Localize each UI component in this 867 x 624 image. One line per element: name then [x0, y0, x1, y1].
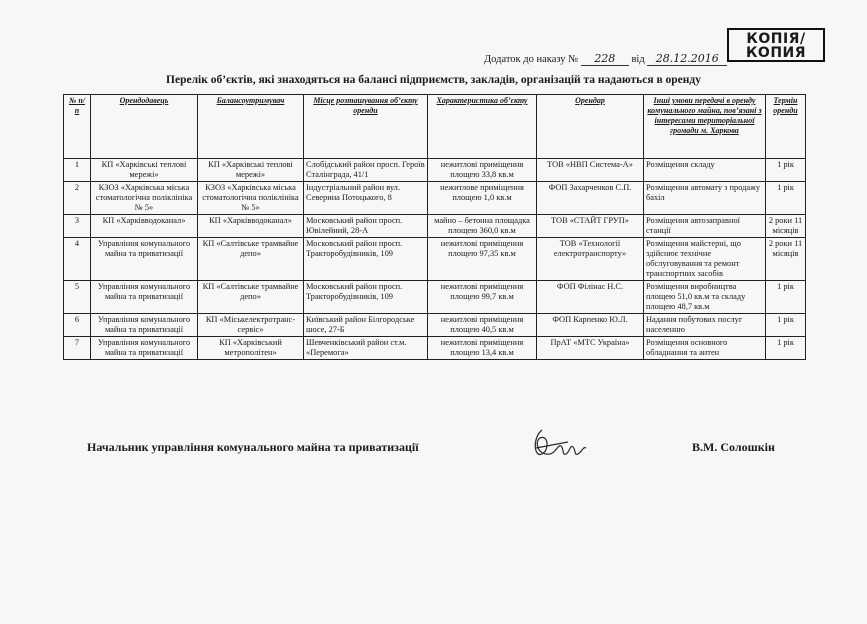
table-cell-holder: КП «Міськелектротранс-сервіс» [198, 314, 304, 337]
table-cell-holder: КП «Харківські теплові мережі» [198, 159, 304, 182]
annex-prefix: Додаток до наказу № [484, 54, 579, 65]
table-cell-n: 6 [64, 314, 91, 337]
table-header-cell: Балансоутримувач [198, 95, 304, 159]
table-header-cell: Характеристика об’єкту [428, 95, 537, 159]
table-cell-location: Московський район просп. Тракторобудівників, 109 [304, 238, 428, 281]
table-cell-feature: нежитлові приміщення площею 13,4 кв.м [428, 337, 537, 360]
table-cell-feature: нежитлове приміщення площею 1,0 кв.м [428, 182, 537, 215]
table-cell-terms: Надання побутових послуг населенню [644, 314, 766, 337]
table-row [64, 182, 806, 215]
order-date: 28.12.2016 [647, 52, 727, 66]
copy-stamp [727, 28, 825, 62]
table-cell-tenant: ФОП Карпенко Ю.Л. [537, 314, 644, 337]
table-cell-feature: нежитлові приміщення площею 40,5 кв.м [428, 314, 537, 337]
signatory-position: Начальник управління комунального майна та приватизації [87, 440, 419, 454]
table-header-cell: Орендар [537, 95, 644, 159]
table-header-row [64, 95, 806, 159]
table-cell-terms: Розміщення автомату з продажу бахіл [644, 182, 766, 215]
table-cell-lessor: Управління комунального майна та приватизації [91, 337, 198, 360]
stamp-line-1: КОПІЯ/ [746, 31, 806, 47]
table-cell-period: 1 рік [766, 314, 806, 337]
table-cell-tenant: ПрАТ «МТС Україна» [537, 337, 644, 360]
table-cell-holder: КП «Харківводоканал» [198, 215, 304, 238]
table-cell-location: Індустріальний район вул. Северина Потоцького, 8 [304, 182, 428, 215]
table-cell-n: 1 [64, 159, 91, 182]
table-row [64, 215, 806, 238]
table-cell-period: 1 рік [766, 337, 806, 360]
order-number: 228 [581, 52, 629, 66]
table-cell-lessor: Управління комунального майна та приватизації [91, 238, 198, 281]
signatory-name: В.М. Солошкін [692, 440, 775, 454]
table-cell-location: Слобідський район просп. Героїв Сталінграда, 41/1 [304, 159, 428, 182]
table-cell-lessor: КП «Харківводоканал» [91, 215, 198, 238]
table-cell-holder: КП «Харківський метрополітен» [198, 337, 304, 360]
table-cell-n: 4 [64, 238, 91, 281]
table-cell-location: Московський район просп. Ювілейний, 28-А [304, 215, 428, 238]
table-cell-lessor: КЗОЗ «Харківська міська стоматологічна поліклініка № 5» [91, 182, 198, 215]
table-cell-n: 5 [64, 281, 91, 314]
table-cell-period: 2 роки 11 місяців [766, 215, 806, 238]
table-cell-terms: Розміщення майстерні, що здійснює технічне обслуговування та ремонт транспортних засобів [644, 238, 766, 281]
table-cell-lessor: КП «Харківські теплові мережі» [91, 159, 198, 182]
table-cell-holder: КП «Салтівське трамвайне депо» [198, 281, 304, 314]
stamp-line-2: КОПИЯ [745, 45, 807, 61]
table-cell-holder: КЗОЗ «Харківська міська стоматологічна поліклініка № 5» [198, 182, 304, 215]
objects-table [63, 94, 806, 360]
table-cell-n: 2 [64, 182, 91, 215]
table-row [64, 337, 806, 360]
table-cell-terms: Розміщення складу [644, 159, 766, 182]
table-cell-n: 7 [64, 337, 91, 360]
table-row [64, 314, 806, 337]
table-cell-lessor: Управління комунального майна та приватизації [91, 281, 198, 314]
table-cell-location: Шевченківський район ст.м. «Перемога» [304, 337, 428, 360]
table-cell-lessor: Управління комунального майна та приватизації [91, 314, 198, 337]
table-cell-period: 2 роки 11 місяців [766, 238, 806, 281]
table-cell-period: 1 рік [766, 281, 806, 314]
table-cell-period: 1 рік [766, 159, 806, 182]
table-cell-holder: КП «Салтівське трамвайне депо» [198, 238, 304, 281]
table-cell-tenant: ТОВ «Технології електротранспорту» [537, 238, 644, 281]
table-cell-feature: нежитлові приміщення площею 97,35 кв.м [428, 238, 537, 281]
table-header-cell: № п/ п [64, 95, 91, 159]
signature [528, 424, 592, 466]
table-header-cell: Термін оренди [766, 95, 806, 159]
table-cell-location: Київський район Білгородське шосе, 27-Б [304, 314, 428, 337]
table-cell-tenant: ФОП Захарченков С.П. [537, 182, 644, 215]
table-cell-feature: нежитлові приміщення площею 33,8 кв.м [428, 159, 537, 182]
table-header-cell: Місце розташування об’єкту оренди [304, 95, 428, 159]
table-row [64, 159, 806, 182]
annex-line [484, 52, 727, 66]
table-cell-feature: майно – бетонна площадка площею 360,0 кв.м [428, 215, 537, 238]
document-title: Перелік об’єктів, які знаходяться на балансі підприємств, закладів, організацій та надаються в оренду [166, 74, 701, 86]
table-cell-tenant: ФОП Філінас Н.С. [537, 281, 644, 314]
table-row [64, 238, 806, 281]
table-cell-terms: Розміщення основного обладнання та антен [644, 337, 766, 360]
table-cell-terms: Розміщення виробництва площею 51,0 кв.м та складу площею 48,7 кв.м [644, 281, 766, 314]
annex-mid: від [631, 54, 645, 65]
table-cell-n: 3 [64, 215, 91, 238]
table-row [64, 281, 806, 314]
table-cell-feature: нежитлові приміщення площею 99,7 кв.м [428, 281, 537, 314]
table-cell-location: Московський район просп. Тракторобудівників, 109 [304, 281, 428, 314]
table-cell-tenant: ТОВ «НВП Система-А» [537, 159, 644, 182]
table-header-cell: Інші умови передачі в оренду комунального майна, пов’язані з інтересами територіальної громади м. Харкова [644, 95, 766, 159]
table-cell-terms: Розміщення автозаправної станції [644, 215, 766, 238]
table-header-cell: Орендодавець [91, 95, 198, 159]
table-cell-period: 1 рік [766, 182, 806, 215]
table-cell-tenant: ТОВ «СТАЙТ ГРУП» [537, 215, 644, 238]
